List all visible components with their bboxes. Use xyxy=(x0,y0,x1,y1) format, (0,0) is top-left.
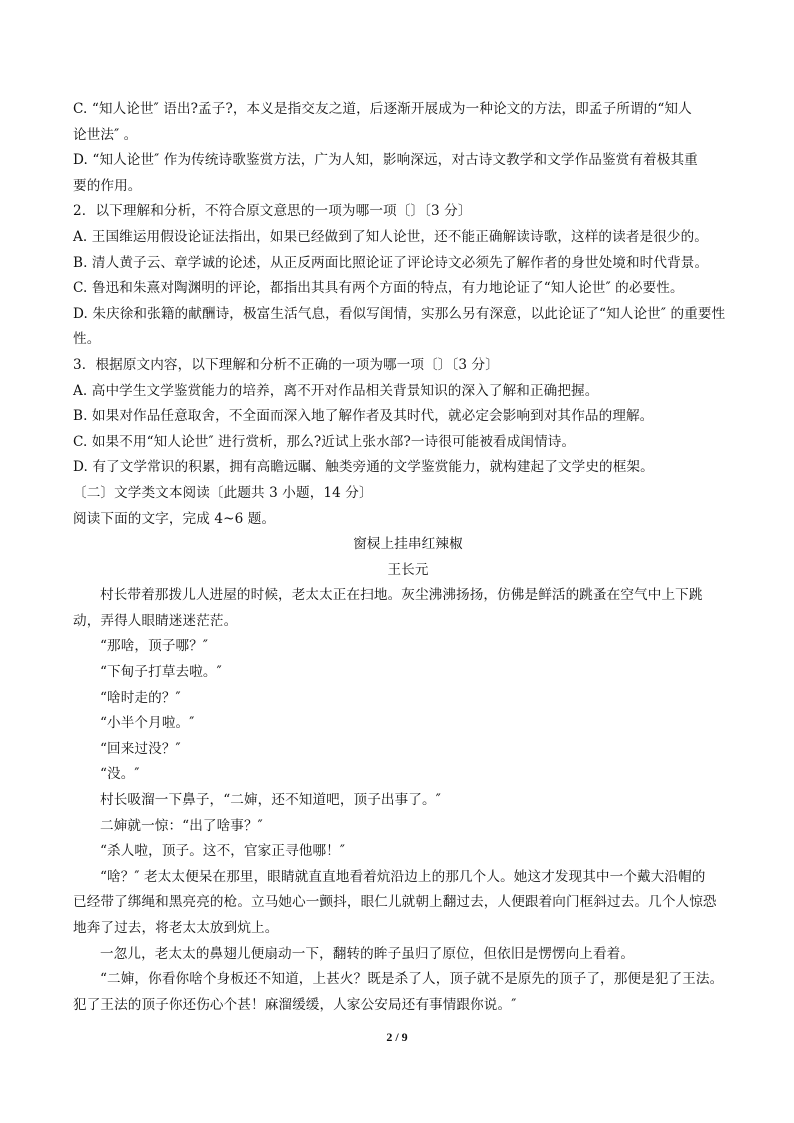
page-number: 2 / 9 xyxy=(386,1030,408,1044)
story-paragraph-5-line2: 已经带了绑绳和黑亮亮的枪。立马她心一颤抖，眼仁儿就朝上翻过去，人便跟着向门框斜过去。几个人惊恐 xyxy=(73,894,717,911)
page-content xyxy=(73,97,743,1018)
question2-option-a: A. 王国维运用假设论证法指出，如果已经做到了知人论世，还不能正确解读诗歌，这样的读者是很少的。 xyxy=(73,228,708,245)
story-paragraph-5-line3: 地奔了过去，将老太太放到炕上。 xyxy=(73,920,279,936)
question3-option-a: A. 高中学生文学鉴赏能力的培养，离不开对作品相关背景知识的深入了解和正确把握。 xyxy=(73,382,599,399)
option-d-line2: 要的作用。 xyxy=(73,177,142,194)
question2-option-c: C. 鲁迅和朱熹对陶渊明的评论，都指出其具有两个方面的特点，有力地论证了“知人论世″ 的必要性。 xyxy=(73,280,684,297)
question2-option-d-line2: 性。 xyxy=(73,331,101,348)
story-paragraph-2: 村长吸溜一下鼻子，“二婶，还不知道吧，顶子出事了。″ xyxy=(100,792,441,809)
story-paragraph-1-line1: 村长带着那拨儿人进屋的时候，老太太正在扫地。灰尘沸沸扬扬，仿佛是鲜活的跳蚤在空气中上下跳 xyxy=(100,587,703,604)
question2-stem: 2．以下理解和分析，不符合原文意思的一项为哪一项〔〕〔3 分〕 xyxy=(73,203,472,220)
story-paragraph-1-line2: 动，弄得人眼睛迷迷茫茫。 xyxy=(73,612,238,629)
story-paragraph-6: 一忽儿，老太太的鼻翅儿便扇动一下，翻转的眸子虽归了原位，但依旧是愣愣向上看着。 xyxy=(100,945,635,962)
question3-option-d: D. 有了文学常识的积累，拥有高瞻远瞩、触类旁通的文学鉴赏能力，就构建起了文学史的框架。 xyxy=(73,459,654,476)
question3-stem: 3．根据原文内容，以下理解和分析不正确的一项为哪一项〔〕〔3 分〕 xyxy=(73,356,499,373)
question3-option-b: B. 如果对作品任意取舍，不全面而深入地了解作者及其时代，就必定会影响到对其作品的理解。 xyxy=(73,408,654,425)
story-paragraph-7-line1: “二婶，你看你啥个身板还不知道，上甚火？既是杀了人，顶子就不是原先的顶子了，那便是犯了王法。 xyxy=(100,971,724,988)
dialogue-line-2: “下甸子打草去啦。″ xyxy=(100,664,222,681)
dialogue-line-4: “小半个月啦。″ xyxy=(100,715,195,732)
dialogue-line-1: “那啥，顶子哪？″ xyxy=(100,638,209,655)
option-c-line1: C. “知人论世″ 语出?孟子?，本义是指交友之道，后逐渐开展成为一种论文的方法，即孟子所谓的“知人 xyxy=(73,101,692,117)
option-c-line2: 论世法″ 。 xyxy=(73,126,138,143)
section2-heading: 〔二〕文学类文本阅读〔此题共 3 小题，14 分〕 xyxy=(73,484,373,501)
question2-option-b: B. 清人黄子云、章学诚的论述，从正反两面比照论证了评论诗文必须先了解作者的身世处境和时代背景。 xyxy=(73,254,709,271)
section2-instruction: 阅读下面的文字，完成 4~6 题。 xyxy=(73,510,276,527)
dialogue-line-5: “回来过没？″ xyxy=(100,740,181,757)
dialogue-line-3: “啥时走的？″ xyxy=(100,689,181,706)
dialogue-line-6: “没。″ xyxy=(100,766,140,783)
option-d-line1: D. “知人论世″ 作为传统诗歌鉴赏方法，广为人知，影响深远，对古诗文教学和文学作品鉴赏有着极其重 xyxy=(73,152,698,169)
story-paragraph-4: “杀人啦，顶子。这不，官家正寻他哪！″ xyxy=(100,843,346,860)
question2-option-d-line1: D. 朱庆徐和张籍的献酬诗，极富生活气息，看似写闺情，实那么另有深意，以此论证了“知人论世″ 的重要性 xyxy=(73,305,726,322)
story-author: 王长元 xyxy=(387,561,429,578)
story-title: 窗棂上挂串红辣椒 xyxy=(353,536,463,553)
story-paragraph-5-line1: “啥？″ 老太太便呆在那里，眼睛就直直地看着炕沿边上的那几个人。她这才发现其中一个戴大沿帽的 xyxy=(100,868,706,885)
question3-option-c: C. 如果不用“知人论世″ 进行赏析，那么?近试上张水部?一诗很可能被看成闺情诗。 xyxy=(73,433,576,450)
story-paragraph-7-line2: 犯了王法的顶子你还伤心个甚！麻溜缓缓，人家公安局还有事情跟你说。″ xyxy=(73,996,517,1013)
story-paragraph-3: 二婶就一惊：“出了啥事？″ xyxy=(100,817,263,834)
